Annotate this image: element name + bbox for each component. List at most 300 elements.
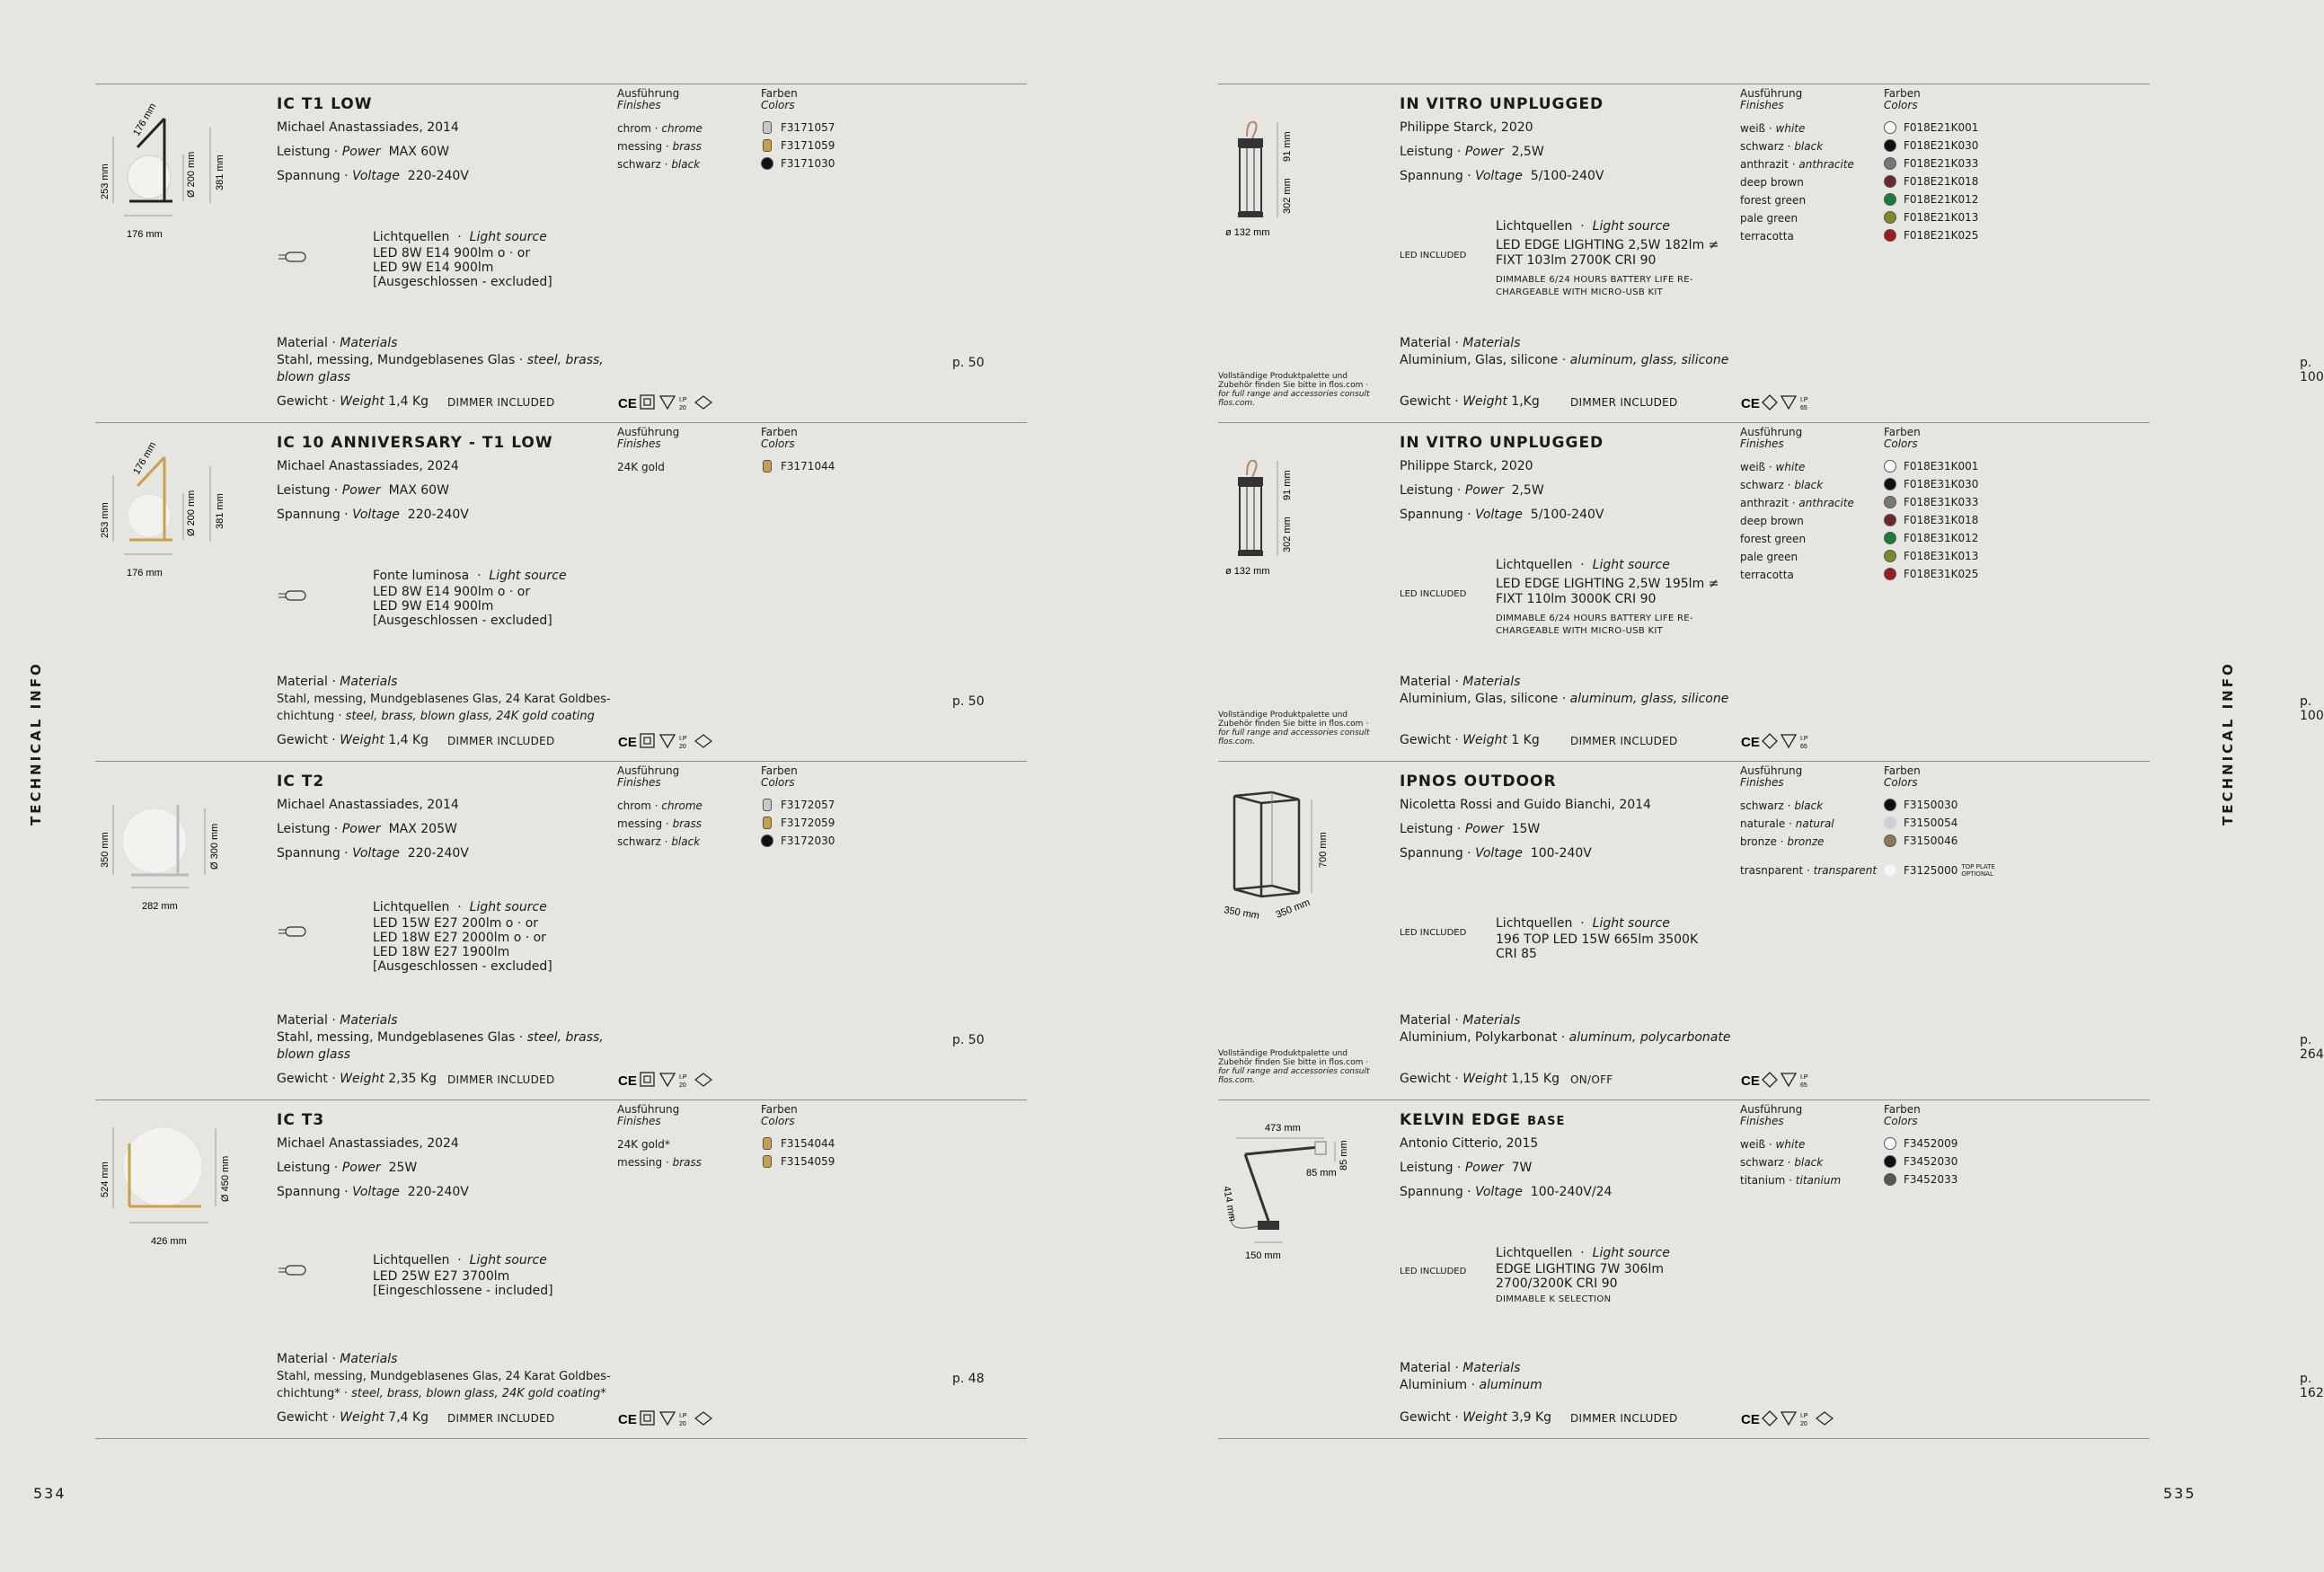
color-row: F3150030 [1884,799,1957,811]
gold-swatch [763,460,772,472]
voltage-spec: Spannung · Voltage 5/100-240V [1400,508,1604,522]
page-reference: p. 264 [2300,1033,2324,1062]
light-source-header: Lichtquellen · Light source [373,900,547,914]
color-row: F3171030 [761,157,835,170]
color-row: F018E31K013 [1884,550,1978,562]
side-label: TECHNICAL INFO [2220,661,2236,826]
dimmer-label: DIMMER INCLUDED [1570,396,1678,409]
light-source-line: LED 18W E27 1900lm [373,945,510,959]
led-included-label: LED INCLUDED [1400,589,1467,599]
materials-text: Aluminium, Glas, silicone · aluminum, glass, silicone [1400,692,1729,706]
dim-e: 176 mm [127,229,163,240]
light-source-line: FIXT 110lm 3000K CRI 90 [1496,592,1657,606]
color-row: F3452033 [1884,1173,1957,1186]
finishes-header: Ausführung Finishes [617,764,680,789]
svg-text:414 mm: 414 mm [1221,1185,1238,1223]
black-swatch [1884,478,1896,490]
finish-row: schwarz · black [1740,1156,1824,1169]
page-reference: p. 50 [952,356,985,370]
svg-text:I.P: I.P [1800,397,1808,403]
color-row: F3171044 [761,460,835,472]
weight-spec: Gewicht · Weight 1,4 Kg [277,733,429,747]
kelvin-edge-illustration [1218,1108,1366,1278]
light-source-line: 2700/3200K CRI 90 [1496,1276,1618,1291]
color-row: F018E31K030 [1884,478,1978,490]
colors-header: Farben Colors [761,764,798,789]
svg-text:CE: CE [618,396,637,411]
power-spec: Leistung · Power MAX 60W [277,483,449,498]
finishes-header: Ausführung Finishes [617,87,680,111]
ipnos-outdoor-illustration [1218,769,1366,940]
page-reference: p. 100 [2300,694,2324,723]
product-title: IN VITRO UNPLUGGED [1400,95,1604,113]
light-source-header: Lichtquellen · Light source [1496,558,1670,572]
color-row: F018E31K033 [1884,496,1978,508]
certification-icons [1741,1409,1849,1428]
product-title: KELVIN EDGE BASE [1400,1111,1566,1129]
product-designer: Michael Anastassiades, 2024 [277,1136,459,1151]
bronze-swatch [1884,835,1896,847]
materials-header: Material · Materials [1400,1361,1521,1375]
light-source-header: Lichtquellen · Light source [1496,916,1670,931]
light-source-line: [Ausgeschlossen - excluded] [373,959,552,974]
product-title: IN VITRO UNPLUGGED [1400,434,1604,452]
svg-text:176 mm: 176 mm [131,440,159,477]
light-source-header: Lichtquellen · Light source [373,230,547,244]
page-reference: p. 50 [952,694,985,709]
svg-text:CE: CE [1741,396,1760,411]
finish-row: 24K gold [617,461,665,473]
materials-text: Aluminium, Glas, silicone · aluminum, glass, silicone [1400,353,1729,367]
svg-text:Ø 450 mm: Ø 450 mm [220,1155,231,1202]
color-row: F018E21K030 [1884,139,1978,152]
white-swatch [1884,460,1896,472]
product-title: IC T2 [277,773,325,790]
dimmer-label: DIMMER INCLUDED [1570,735,1678,747]
light-source-line: LED 25W E27 3700lm [373,1269,510,1284]
product-title: IC 10 ANNIVERSARY - T1 LOW [277,434,553,452]
svg-text:85 mm: 85 mm [1339,1140,1349,1170]
black-swatch [761,157,773,170]
transparent-swatch [1884,864,1896,877]
light-source-line: CRI 85 [1496,947,1537,961]
anthracite-swatch [1884,157,1896,170]
finish-row: weiß · white [1740,1138,1806,1151]
materials-text: Aluminium · aluminum [1400,1378,1542,1392]
right-page [1123,0,2324,1572]
finish-row: trasnparent · transparent [1740,864,1878,877]
white-swatch [1884,121,1896,134]
finish-row: pale green [1740,212,1798,225]
light-source-line: LED 15W E27 200lm o · or [373,916,539,931]
finish-row: anthrazit · anthracite [1740,158,1854,171]
power-spec: Leistung · Power MAX 205W [277,822,457,836]
colors-header: Farben Colors [1884,426,1921,450]
finish-row: 24K gold* [617,1138,670,1151]
product-section [1218,84,2324,422]
led-included-label: LED INCLUDED [1400,251,1467,261]
svg-text:CE: CE [1741,1412,1760,1427]
black-swatch [1884,799,1896,811]
finish-row: chrom · chrome [617,799,703,812]
voltage-spec: Spannung · Voltage 100-240V [1400,846,1592,861]
svg-text:I.P: I.P [1800,736,1808,742]
brass-swatch [763,1155,772,1168]
svg-text:302 mm: 302 mm [1282,517,1293,552]
optional-note: TOP PLATE OPTIONAL [1961,863,1995,878]
svg-text:65: 65 [1800,1082,1807,1089]
svg-text:20: 20 [679,1082,686,1089]
finish-row: messing · brass [617,1156,703,1169]
product-designer: Michael Anastassiades, 2014 [277,120,459,135]
led-included-label: LED INCLUDED [1400,928,1467,938]
finish-row: messing · brass [617,817,703,830]
product-designer: Michael Anastassiades, 2024 [277,459,459,473]
weight-spec: Gewicht · Weight 7,4 Kg [277,1410,429,1425]
svg-text:473 mm: 473 mm [1265,1123,1301,1134]
svg-text:I.P: I.P [679,736,687,742]
light-source-line: EDGE LIGHTING 7W 306lm [1496,1262,1664,1276]
black-swatch [1884,139,1896,152]
deep-brown-swatch [1884,514,1896,526]
dim-b: 253 mm [100,163,110,199]
certification-icons [1741,393,1849,412]
led-included-label: LED INCLUDED [1400,1267,1467,1276]
svg-text:20: 20 [1800,1421,1807,1427]
dimmer-label: DIMMER INCLUDED [1570,1412,1678,1425]
finish-row: deep brown [1740,176,1804,189]
colors-header: Farben Colors [1884,1103,1921,1127]
chrome-swatch [763,121,772,134]
finish-row: forest green [1740,533,1807,545]
forest-green-swatch [1884,532,1896,544]
svg-text:524 mm: 524 mm [100,1161,110,1197]
color-row: F3172057 [761,799,835,811]
weight-spec: Gewicht · Weight 3,9 Kg [1400,1410,1552,1425]
finishes-header: Ausführung Finishes [1740,1103,1803,1127]
pale-green-swatch [1884,550,1896,562]
finish-row: pale green [1740,551,1798,563]
weight-spec: Gewicht · Weight 1,Kg [1400,394,1540,409]
page-reference: p. 100 [2300,356,2324,384]
certification-icons [618,393,726,412]
finish-row: schwarz · black [617,835,701,848]
light-source-line: LED 18W E27 2000lm o · or [373,931,546,945]
product-title: IC T3 [277,1111,325,1129]
color-row: F018E21K025 [1884,229,1978,242]
product-title: IC T1 LOW [277,95,373,113]
product-designer: Antonio Citterio, 2015 [1400,1136,1539,1151]
dim-d: 381 mm [215,155,225,190]
ic-t1-low-illustration [95,92,243,262]
svg-text:381 mm: 381 mm [215,493,225,529]
side-label: TECHNICAL INFO [28,661,44,826]
color-row: F018E21K001 [1884,121,1978,134]
left-page [0,0,1123,1572]
forest-green-swatch [1884,193,1896,206]
power-spec: Leistung · Power 7W [1400,1161,1533,1175]
svg-text:302 mm: 302 mm [1282,178,1293,214]
ic-10-anniversary-illustration [95,430,243,601]
svg-text:CE: CE [618,1412,637,1427]
color-row: F3172059 [761,817,835,829]
color-row: F018E31K012 [1884,532,1978,544]
materials-header: Material · Materials [277,675,398,689]
color-row: F3150046 [1884,835,1957,847]
light-source-line: 196 TOP LED 15W 665lm 3500K [1496,932,1699,947]
voltage-spec: Spannung · Voltage 100-240V/24 [1400,1185,1613,1199]
color-row: F018E31K025 [1884,568,1978,580]
svg-text:350 mm: 350 mm [1223,905,1260,922]
brass-swatch [763,817,772,829]
svg-text:176 mm: 176 mm [127,568,163,578]
light-source-note: DIMMABLE K SELECTION [1496,1294,1612,1304]
colors-header: Farben Colors [761,1103,798,1127]
chrome-swatch [763,799,772,811]
anthracite-swatch [1884,496,1896,508]
svg-text:I.P: I.P [679,397,687,403]
product-designer: Michael Anastassiades, 2014 [277,798,459,812]
svg-text:85 mm: 85 mm [1306,1168,1337,1179]
power-spec: Leistung · Power 2,5W [1400,483,1544,498]
svg-text:I.P: I.P [1800,1074,1808,1081]
footnote: Vollständige Produktpalette und Zubehör finden Sie bitte in flos.com · for full range and accessories consult flos.com. [1218,711,1370,746]
dimmer-label: DIMMER INCLUDED [447,1412,555,1425]
materials-text: Stahl, messing, Mundgeblasenes Glas · steel, brass, blown glass [277,1030,604,1062]
product-section [1218,761,2324,1100]
light-source-header: Lichtquellen · Light source [1496,1246,1670,1260]
in-vitro-illustration [1218,430,1366,601]
materials-text: Stahl, messing, Mundgeblasenes Glas, 24 Karat Goldbes-chichtung* · steel, brass, blown glass, 24K gold coating* [277,1370,611,1400]
light-source-note: DIMMABLE 6/24 HOURS BATTERY LIFE RE- [1496,275,1693,285]
finish-row: forest green [1740,194,1807,207]
certification-icons [618,1409,726,1428]
page-reference: p. 50 [952,1033,985,1047]
finish-row: titanium · titanium [1740,1174,1842,1187]
light-source-line: [Ausgeschlossen - excluded] [373,275,552,289]
svg-text:65: 65 [1800,744,1807,750]
voltage-spec: Spannung · Voltage 220-240V [277,846,469,861]
product-designer: Nicoletta Rossi and Guido Bianchi, 2014 [1400,798,1651,812]
finishes-header: Ausführung Finishes [1740,426,1803,450]
svg-text:CE: CE [1741,1073,1760,1089]
materials-text: Stahl, messing, Mundgeblasenes Glas, 24 Karat Goldbes-chichtung · steel, brass, blown glass, 24K gold coating [277,693,611,723]
finish-row: schwarz · black [617,158,701,171]
bulb-icon [277,1264,307,1276]
ic-t2-illustration [95,769,243,940]
materials-text: Aluminium, Polykarbonat · aluminum, polycarbonate [1400,1030,1731,1045]
certification-icons [618,731,726,751]
dim-a: 176 mm [131,102,159,138]
svg-text:65: 65 [1800,405,1807,411]
color-row: F3154044 [761,1137,835,1150]
voltage-spec: Spannung · Voltage 5/100-240V [1400,169,1604,183]
light-source-line: [Ausgeschlossen - excluded] [373,614,552,628]
product-section [95,1100,1027,1439]
light-source-line: LED EDGE LIGHTING 2,5W 195lm ≠ [1496,577,1719,591]
weight-spec: Gewicht · Weight 1,4 Kg [277,394,429,409]
light-source-header: Lichtquellen · Light source [373,1253,547,1267]
finish-row: terracotta [1740,569,1794,581]
terracotta-swatch [1884,568,1896,580]
color-row: F3452030 [1884,1155,1957,1168]
light-source-line: LED EDGE LIGHTING 2,5W 182lm ≠ [1496,238,1719,252]
light-source-note: DIMMABLE 6/24 HOURS BATTERY LIFE RE- [1496,614,1693,623]
finish-row: terracotta [1740,230,1794,243]
svg-text:20: 20 [679,744,686,750]
svg-text:150 mm: 150 mm [1245,1250,1281,1261]
page-reference: p. 48 [952,1372,985,1386]
voltage-spec: Spannung · Voltage 220-240V [277,508,469,522]
white-swatch [1884,1137,1896,1150]
colors-header: Farben Colors [1884,764,1921,789]
product-section [95,761,1027,1100]
brass-swatch [763,139,772,152]
bulb-icon [277,251,307,263]
deep-brown-swatch [1884,175,1896,188]
power-spec: Leistung · Power 2,5W [1400,145,1544,159]
svg-text:CE: CE [1741,735,1760,750]
materials-text: Stahl, messing, Mundgeblasenes Glas · steel, brass, blown glass [277,353,604,384]
materials-header: Material · Materials [1400,336,1521,350]
ic-t3-illustration [95,1108,243,1278]
weight-spec: Gewicht · Weight 2,35 Kg [277,1072,437,1086]
materials-header: Material · Materials [277,1013,398,1028]
certification-icons [1741,1070,1849,1090]
finish-row: chrom · chrome [617,122,703,135]
finish-row: messing · brass [617,140,703,153]
svg-text:282 mm: 282 mm [142,901,178,912]
terracotta-swatch [1884,229,1896,242]
color-row: F3154059 [761,1155,835,1168]
light-source-line: LED 9W E14 900lm [373,261,494,275]
product-title: IPNOS OUTDOOR [1400,773,1557,790]
svg-text:I.P: I.P [679,1413,687,1419]
voltage-spec: Spannung · Voltage 220-240V [277,1185,469,1199]
colors-header: Farben Colors [761,426,798,450]
product-designer: Philippe Starck, 2020 [1400,459,1533,473]
color-row: F3172030 [761,835,835,847]
svg-text:350 mm: 350 mm [100,832,110,868]
light-source-header: Lichtquellen · Light source [1496,219,1670,234]
color-row: F3171057 [761,121,835,134]
weight-spec: Gewicht · Weight 1 Kg [1400,733,1540,747]
color-row: F3150054 [1884,817,1957,829]
product-section [1218,1100,2324,1439]
light-source-line: FIXT 103lm 2700K CRI 90 [1496,253,1657,268]
color-row: F3171059 [761,139,835,152]
svg-text:CE: CE [618,735,637,750]
power-spec: Leistung · Power 15W [1400,822,1541,836]
finishes-header: Ausführung Finishes [617,1103,680,1127]
product-designer: Philippe Starck, 2020 [1400,120,1533,135]
color-row: F018E21K018 [1884,175,1978,188]
materials-header: Material · Materials [277,336,398,350]
color-row: F018E31K001 [1884,460,1978,472]
svg-text:20: 20 [679,405,686,411]
svg-text:700 mm: 700 mm [1318,832,1329,868]
light-source-line: LED 9W E14 900lm [373,599,494,614]
finish-row: naturale · natural [1740,817,1834,830]
finish-row: schwarz · black [1740,479,1824,491]
finish-row: weiß · white [1740,122,1806,135]
dim-c: Ø 200 mm [186,151,197,198]
svg-text:20: 20 [679,1421,686,1427]
titanium-swatch [1884,1173,1896,1186]
dimmer-label: ON/OFF [1570,1073,1613,1086]
light-source-line: [Eingeschlossene - included] [373,1284,553,1298]
power-spec: Leistung · Power 25W [277,1161,418,1175]
in-vitro-illustration [1218,92,1366,262]
gold-swatch [763,1137,772,1150]
light-source-note: CHARGEABLE WITH MICRO-USB KIT [1496,626,1664,636]
product-section [95,422,1027,761]
color-row: F018E21K033 [1884,157,1978,170]
finishes-header: Ausführung Finishes [1740,764,1803,789]
product-section [95,84,1027,422]
footnote: Vollständige Produktpalette und Zubehör finden Sie bitte in flos.com · for full range and accessories consult flos.com. [1218,1049,1370,1085]
materials-header: Material · Materials [277,1352,398,1366]
svg-text:ø 132 mm: ø 132 mm [1225,566,1270,577]
bulb-icon [277,925,307,938]
power-spec: Leistung · Power MAX 60W [277,145,449,159]
colors-header: Farben Colors [1884,87,1921,111]
svg-text:350 mm: 350 mm [1274,896,1312,921]
color-row: F3452009 [1884,1137,1957,1150]
color-row: F018E31K018 [1884,514,1978,526]
weight-spec: Gewicht · Weight 1,15 Kg [1400,1072,1560,1086]
svg-text:I.P: I.P [679,1074,687,1081]
finish-row: anthrazit · anthracite [1740,497,1854,509]
voltage-spec: Spannung · Voltage 220-240V [277,169,469,183]
dimmer-label: DIMMER INCLUDED [447,1073,555,1086]
svg-text:91 mm: 91 mm [1282,131,1293,162]
pale-green-swatch [1884,211,1896,224]
light-source-line: LED 8W E14 900lm o · or [373,246,531,261]
finishes-header: Ausführung Finishes [617,426,680,450]
finish-row: schwarz · black [1740,140,1824,153]
svg-text:I.P: I.P [1800,1413,1808,1419]
light-source-note: CHARGEABLE WITH MICRO-USB KIT [1496,287,1664,297]
finishes-header: Ausführung Finishes [1740,87,1803,111]
finish-row: schwarz · black [1740,799,1824,812]
materials-header: Material · Materials [1400,1013,1521,1028]
svg-text:ø 132 mm: ø 132 mm [1225,227,1270,238]
color-row: F018E21K013 [1884,211,1978,224]
bulb-icon [277,589,307,602]
materials-header: Material · Materials [1400,675,1521,689]
page-reference: p. 162 [2300,1372,2324,1400]
dimmer-label: DIMMER INCLUDED [447,396,555,409]
dimmer-label: DIMMER INCLUDED [447,735,555,747]
black-swatch [761,835,773,847]
certification-icons [618,1070,726,1090]
light-source-line: LED 8W E14 900lm o · or [373,585,531,599]
color-row: F018E21K012 [1884,193,1978,206]
light-source-header: Fonte luminosa · Light source [373,569,567,583]
svg-text:Ø 200 mm: Ø 200 mm [186,490,197,536]
finish-row: weiß · white [1740,461,1806,473]
page-number: 535 [2163,1485,2196,1502]
svg-text:426 mm: 426 mm [151,1236,187,1247]
natural-swatch [1884,817,1896,829]
footnote: Vollständige Produktpalette und Zubehör finden Sie bitte in flos.com · for full range and accessories consult flos.com. [1218,372,1370,408]
finish-row: bronze · bronze [1740,835,1825,848]
certification-icons [1741,731,1849,751]
svg-text:253 mm: 253 mm [100,502,110,538]
svg-text:91 mm: 91 mm [1282,470,1293,500]
color-row: F3125000 TOP PLATE OPTIONAL [1884,863,1995,878]
